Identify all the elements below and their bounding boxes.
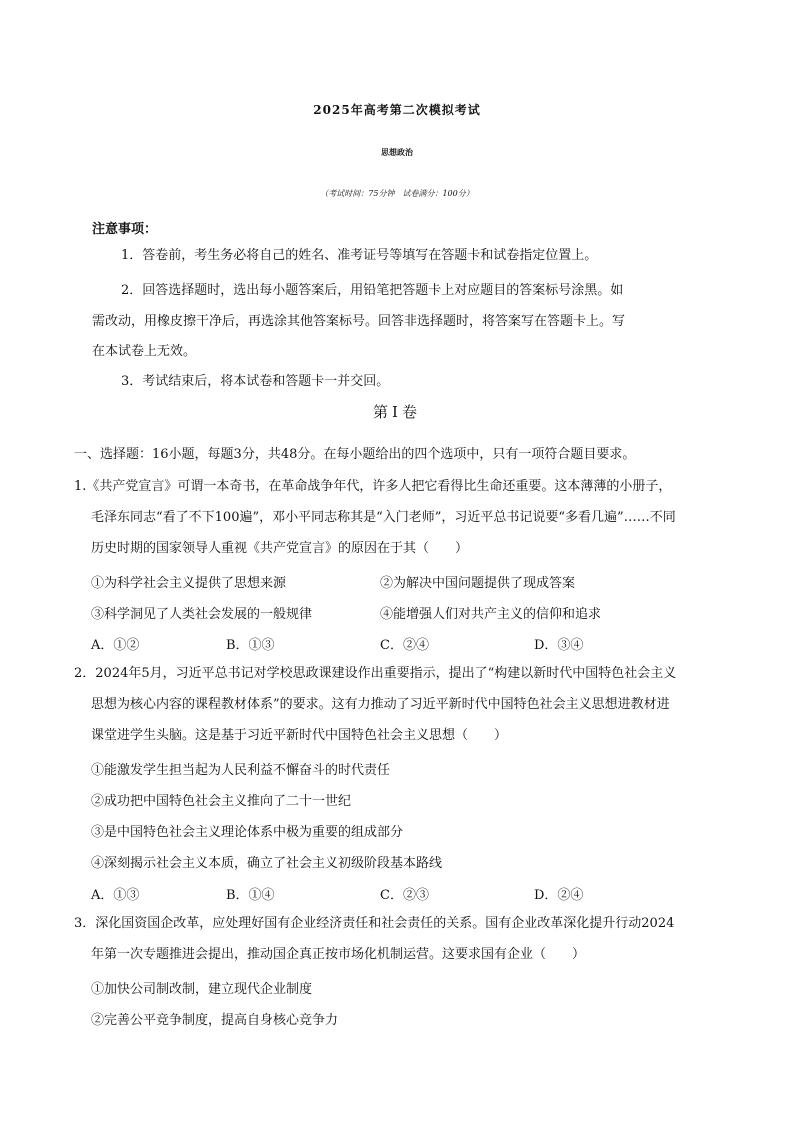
question-3-statement-1: ①加快公司制改制，建立现代企业制度 — [91, 982, 313, 997]
question-2-option-a: A．①③ — [91, 888, 140, 903]
question-1-line-1: 1.《共产党宣言》可谓一本奇书，在革命战争年代，许多人把它看得比生命还重要。这本薄薄的小册子， — [74, 479, 672, 494]
question-1-line-2: 毛泽东同志“看了不下100遍”，邓小平同志称其是“入门老师”，习近平总书记说要“多看几遍”……不同 — [91, 510, 676, 525]
question-2-line-3: 课堂进学生头脑。这是基于习近平新时代中国特色社会主义思想（ ） — [91, 728, 508, 743]
question-2-option-d: D．②④ — [534, 888, 584, 903]
question-2-statement-3: ③是中国特色社会主义理论体系中极为重要的组成部分 — [91, 825, 404, 840]
volume-title: 第Ⅰ卷 — [373, 403, 421, 421]
notice-item-2-line-2: 需改动，用橡皮擦干净后，再选涂其他答案标号。回答非选择题时，将答案写在答题卡上。写 — [92, 314, 626, 329]
question-1-line-3: 历史时期的国家领导人重视《共产党宣言》的原因在于其（ ） — [91, 541, 469, 556]
question-2-option-c: C．②③ — [380, 888, 429, 903]
exam-info: （考试时间：75分钟 试卷满分：100分） — [320, 189, 474, 198]
question-2-statement-2: ②成功把中国特色社会主义推向了二十一世纪 — [91, 794, 352, 809]
notice-item-1: 1．答卷前，考生务必将自己的姓名、准考证号等填写在答题卡和试卷指定位置上。 — [121, 248, 598, 263]
question-3-statement-2: ②完善公平竞争制度，提高自身核心竞争力 — [91, 1013, 339, 1028]
question-1-statement-4: ④能增强人们对共产主义的信仰和追求 — [380, 607, 602, 622]
question-1-statement-2: ②为解决中国问题提供了现成答案 — [380, 576, 576, 591]
question-2-line-2: 思想为核心内容的课程教材体系”的要求。这有力推动了习近平新时代中国特色社会主义思想进教材进 — [91, 697, 670, 712]
question-2-line-1: 2．2024年5月，习近平总书记对学校思政课建设作出重要指示，提出了“构建以新时代中国特色社会主义 — [74, 666, 677, 681]
notice-heading: 注意事项： — [92, 222, 158, 237]
notice-item-2-line-1: 2．回答选择题时，选出每小题答案后，用铅笔把答题卡上对应题目的答案标号涂黑。如 — [121, 283, 624, 298]
exam-title: 2025年高考第二次模拟考试 — [313, 103, 481, 117]
question-2-option-b: B．①④ — [226, 888, 275, 903]
question-1-option-d: D．③④ — [534, 638, 584, 653]
question-1-option-a: A．①② — [91, 638, 140, 653]
section-instruction: 一、选择题：16小题，每题3分，共48分。在每小题给出的四个选项中，只有一项符合题目要求。 — [74, 447, 636, 462]
question-1-statement-3: ③科学洞见了人类社会发展的一般规律 — [91, 607, 313, 622]
question-3-line-2: 年第一次专题推进会提出，推动国企真正按市场化机制运营。这要求国有企业（ ） — [91, 947, 586, 962]
subject-title: 思想政治 — [381, 147, 413, 157]
notice-item-3: 3．考试结束后，将本试卷和答题卡一并交回。 — [121, 374, 390, 389]
notice-item-2-line-3: 在本试卷上无效。 — [92, 344, 197, 359]
question-1-option-c: C．②④ — [380, 638, 429, 653]
question-3-line-1: 3．深化国资国企改革，应处理好国有企业经济责任和社会责任的关系。国有企业改革深化提升行动2024 — [74, 916, 675, 931]
question-1-statement-1: ①为科学社会主义提供了思想来源 — [91, 576, 287, 591]
question-1-option-b: B．①③ — [226, 638, 275, 653]
question-2-statement-1: ①能激发学生担当起为人民利益不懈奋斗的时代责任 — [91, 763, 391, 778]
question-2-statement-4: ④深刻揭示社会主义本质，确立了社会主义初级阶段基本路线 — [91, 856, 443, 871]
